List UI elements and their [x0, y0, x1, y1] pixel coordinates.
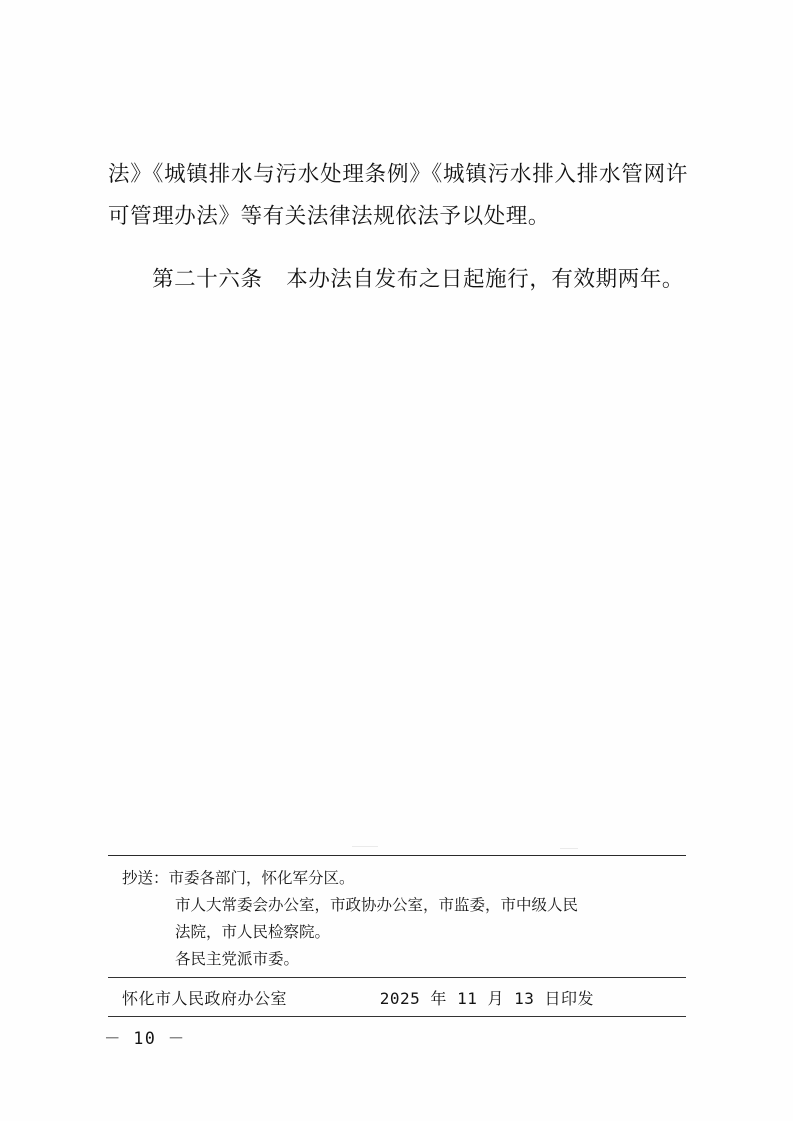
page-number: － 10 －	[104, 1029, 186, 1048]
distribution-line-2: 市人大常委会办公室，市政协办公室，市监委，市中级人民	[175, 896, 579, 914]
scan-artifact	[560, 848, 578, 849]
issuer-row	[108, 978, 686, 1016]
scan-artifact	[352, 846, 378, 847]
distribution-line-4: 各民主党派市委。	[175, 950, 300, 968]
document-footer	[108, 855, 686, 1017]
distribution-line-1: 市委各部门，怀化军分区。	[168, 869, 355, 887]
article-label: 第二十六条	[152, 267, 263, 292]
footer-bottom-rule	[108, 1016, 686, 1017]
distribution-label: 抄送：	[122, 869, 169, 887]
paragraph-article-26	[108, 259, 688, 301]
distribution-line-3: 法院，市人民检察院。	[175, 923, 331, 941]
distribution-first-line	[108, 865, 686, 892]
issuer-name: 怀化市人民政府办公室	[122, 989, 288, 1008]
paragraph-text: 法》《城镇排水与污水处理条例》《城镇污水排入排水管网许可管理办法》等有关法律法规依法予以处理。	[108, 161, 688, 229]
distribution-list	[108, 856, 686, 977]
paragraph-text: 本办法自发布之日起施行，有效期两年。	[286, 267, 685, 292]
issue-date: 2025 年 11 月 13 日印发	[379, 989, 594, 1008]
paragraph-continued	[108, 154, 688, 238]
document-body	[108, 132, 688, 323]
